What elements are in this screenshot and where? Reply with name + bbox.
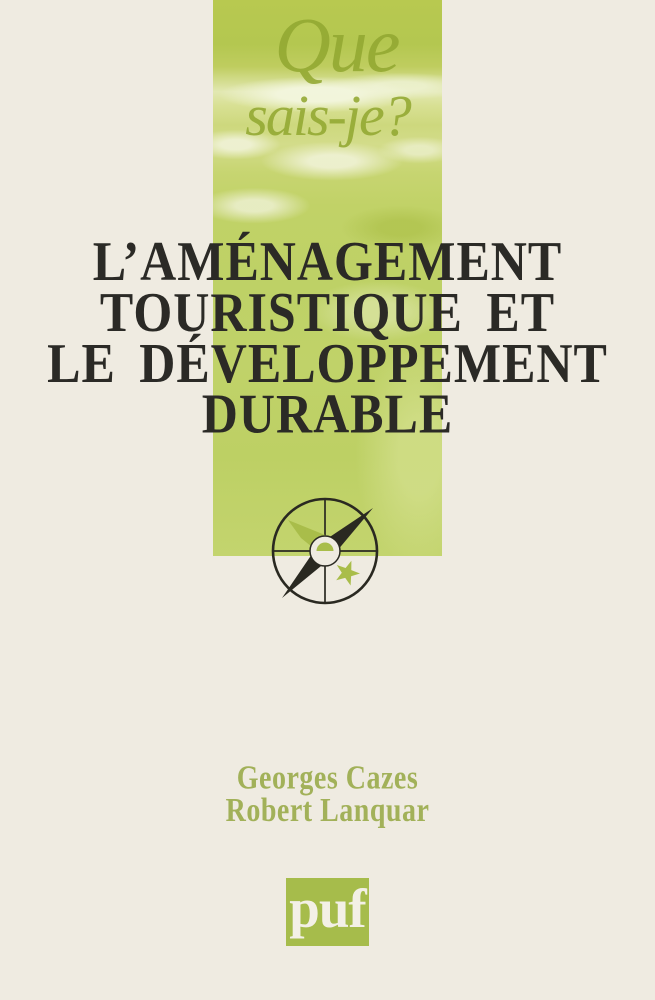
- author-name-2: Robert Lanquar: [225, 792, 430, 830]
- star-icon: [336, 561, 360, 586]
- title-line-3: LE DÉVELOPPEMENT: [47, 330, 608, 395]
- book-title: [0, 229, 655, 446]
- compass-icon: [255, 480, 395, 620]
- author-names: [0, 759, 655, 830]
- title-line-1: L’AMÉNAGEMENT: [92, 229, 563, 293]
- title-line-4: DURABLE: [201, 381, 454, 446]
- publisher-logo-text: puf: [289, 878, 366, 939]
- series-logo: [213, 1, 442, 148]
- series-logo-text-que: Que: [274, 1, 399, 88]
- author-name-1: Georges Cazes: [236, 759, 419, 797]
- series-logo-text-saisje: sais-je?: [245, 83, 410, 148]
- publisher-logo: [286, 878, 369, 946]
- title-line-2: TOURISTIQUE ET: [99, 280, 556, 344]
